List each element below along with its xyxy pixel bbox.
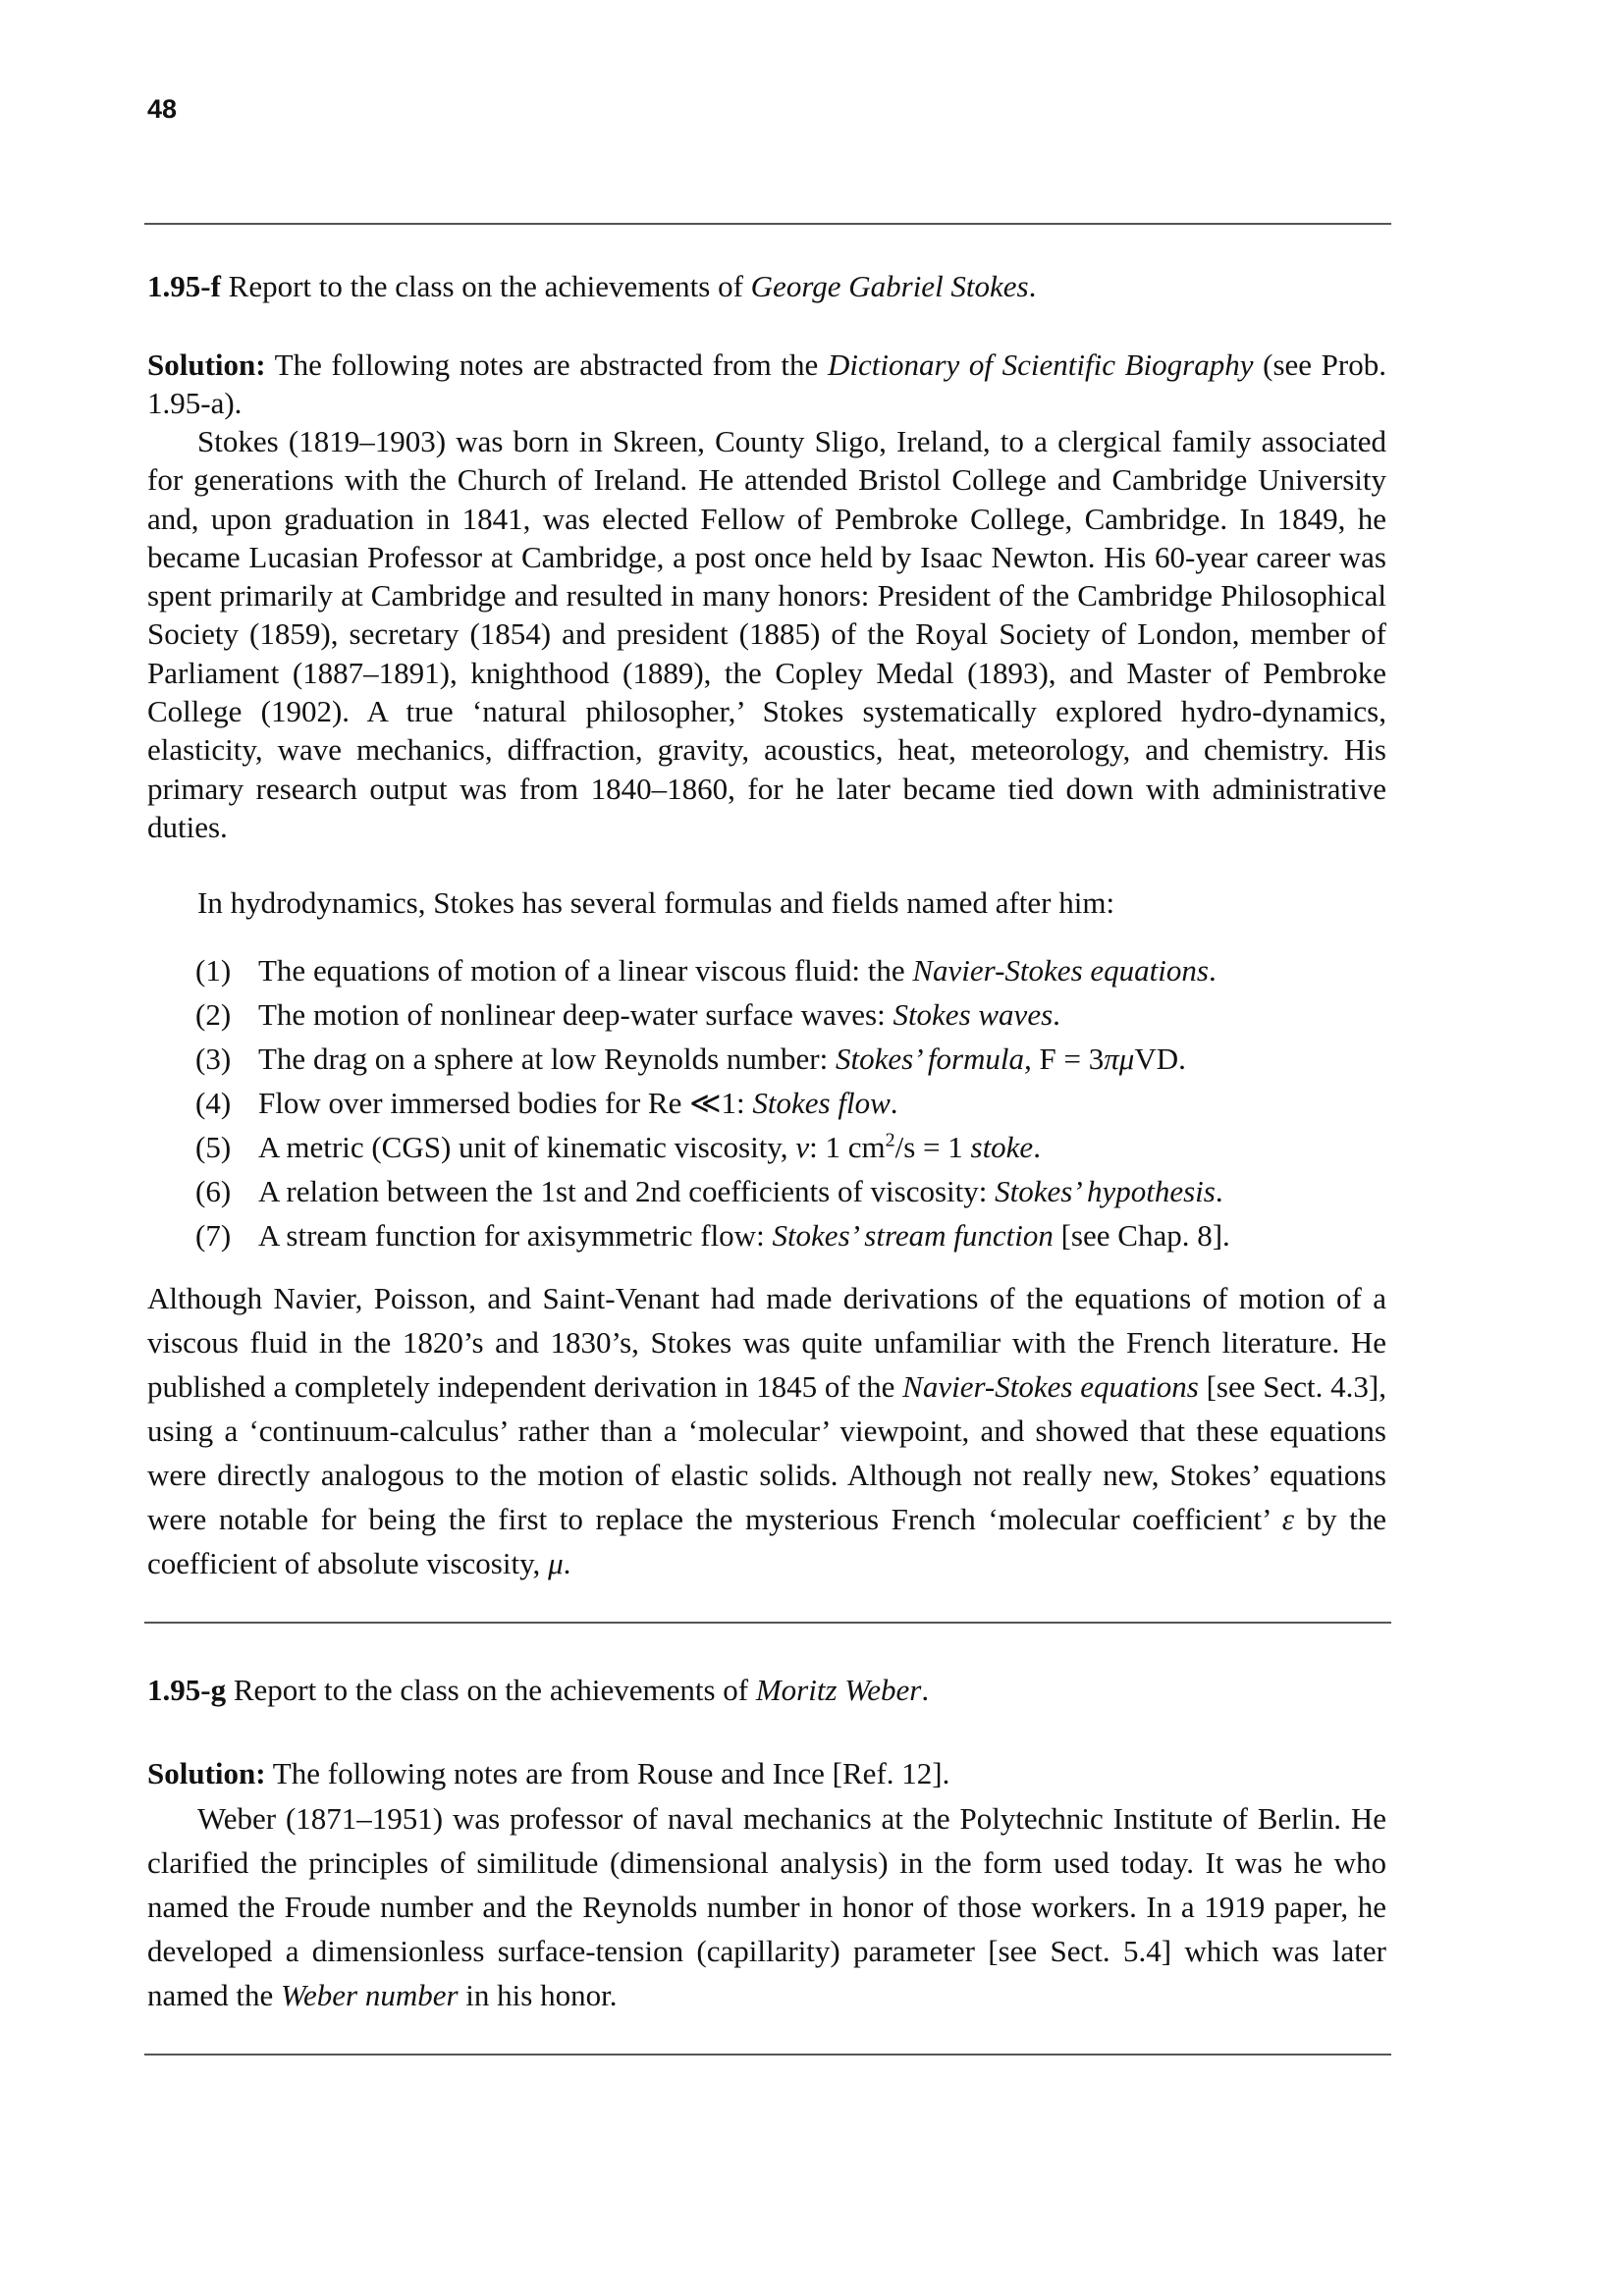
stokes-list — [195, 948, 1403, 1257]
text-run: The equations of motion of a linear viscous fluid: the — [258, 953, 913, 988]
list-text — [258, 1086, 898, 1120]
list-text — [258, 1218, 1230, 1253]
emphasis-text: Stokes’ stream function — [772, 1218, 1054, 1253]
problem-f-paragraph-2 — [147, 883, 1386, 922]
text-run: . — [921, 1673, 930, 1707]
text-run: (see Prob. 1.95-a). — [147, 347, 1386, 421]
text-run: : 1 cm — [809, 1130, 886, 1164]
divider — [144, 2054, 1391, 2056]
emphasis-text: Stokes waves — [893, 997, 1054, 1032]
emphasis-text: ν — [795, 1130, 810, 1164]
text-run: . — [1028, 269, 1037, 303]
text-run: A stream function for axisymmetric flow: — [258, 1218, 773, 1253]
text-run: . — [1053, 997, 1060, 1032]
emphasis-text: Stokes’ hypothesis — [995, 1174, 1216, 1208]
list-text — [258, 1130, 1041, 1164]
label-bold: 1.95-f — [147, 269, 221, 303]
list-item — [195, 992, 1403, 1037]
text-run: by the coefficient of absolute viscosity, — [147, 1502, 1386, 1580]
emphasis-text: Navier-Stokes equations — [902, 1369, 1199, 1404]
text-run: Flow over immersed bodies for Re ≪1: — [258, 1086, 753, 1120]
list-item — [195, 1037, 1403, 1081]
text-run: The following notes are from Rouse and Ince [Ref. 12]. — [265, 1756, 950, 1790]
list-text — [258, 997, 1060, 1032]
text-run: The motion of nonlinear deep-water surface waves: — [258, 997, 893, 1032]
emphasis-text: μ — [548, 1546, 564, 1580]
list-item — [195, 1213, 1403, 1257]
label-bold: 1.95-g — [147, 1673, 227, 1707]
text-run: Stokes (1819–1903) was born in Skreen, County Sligo, Ireland, to a clergical family associated for generations with the Church of Ireland. He attended Bristol College and Cambridge University and, upon graduation in 1841, was elected Fellow of Pembroke College, Cambridge. In 1849, he became Lucasian Professor at Cambridge, a post once held by Isaac Newton. His 60-year career was spent primarily at Cambridge and resulted in many honors: President of the Cambridge Philosophical Society (1859), secretary (1854) and president (1885) of the Royal Society of London, member of Parliament (1887–1891), knighthood (1889), the Copley Medal (1893), and Master of Pembroke College (1902). A true ‘natural philosopher,’ Stokes systematically explored hydro-dynamics, elasticity, wave mechanics, diffraction, gravity, acoustics, heat, meteorology, and chemistry. His primary research output was from 1840–1860, for he later became tied down with administrative duties. — [147, 424, 1386, 844]
text-run: . — [563, 1546, 571, 1580]
list-item — [195, 1081, 1403, 1125]
text-run: [see Sect. 4.3], using a ‘continuum-calculus’ rather than a ‘molecular’ viewpoint, and showed that these equations were directly analogous to the motion of elastic solids. Although not really new, Stokes’ equations were notable for being the first to replace the mysterious French ‘molecular coefficient’ — [147, 1369, 1387, 1536]
list-number: (7) — [195, 1218, 232, 1253]
text-run: in his honor. — [458, 1978, 618, 2012]
text-run: . — [1033, 1130, 1041, 1164]
text-run: Report to the class on the achievements of — [226, 1673, 756, 1707]
list-text — [258, 1041, 1186, 1076]
problem-g-paragraph-1 — [147, 1796, 1386, 2017]
problem-f-paragraph-1 — [147, 422, 1386, 846]
emphasis-text: Stokes’ formula, — [836, 1041, 1032, 1076]
text-run: [see Chap. 8]. — [1053, 1218, 1230, 1253]
text-run: The following notes are abstracted from the — [265, 347, 828, 382]
problem-f-paragraph-3 — [147, 1276, 1386, 1585]
problem-f-solution-intro — [147, 346, 1386, 423]
emphasis-text: Moritz Weber — [755, 1673, 922, 1707]
list-number: (6) — [195, 1174, 232, 1208]
text-run: 2 — [885, 1129, 895, 1151]
emphasis-text: πμ — [1104, 1041, 1135, 1076]
list-number: (4) — [195, 1086, 232, 1120]
text-run: . — [1215, 1174, 1223, 1208]
label-bold: Solution: — [147, 1756, 266, 1790]
emphasis-text: ε — [1281, 1502, 1294, 1536]
page-number: 48 — [147, 94, 178, 124]
emphasis-text: stoke — [970, 1130, 1034, 1164]
problem-f-heading — [147, 267, 1386, 306]
divider — [144, 1622, 1391, 1624]
label-bold: Solution: — [147, 347, 266, 382]
text-run: Weber (1871–1951) was professor of naval mechanics at the Polytechnic Institute of Berlin. He clarified the principles of similitude (dimensional analysis) in the form used today. It was he who named the Froude number and the Reynolds number in honor of those workers. In a 1919 paper, he developed a dimensionless surface-tension (capillarity) parameter [see Sect. 5.4] which was later named the — [147, 1801, 1386, 2012]
text-run: /s = 1 — [894, 1130, 971, 1164]
text-run: A relation between the 1st and 2nd coefficients of viscosity: — [258, 1174, 996, 1208]
text-run: Report to the class on the achievements of — [220, 269, 751, 303]
emphasis-text: Weber number — [281, 1978, 459, 2012]
text-run: . — [1208, 953, 1217, 988]
emphasis-text: Stokes flow — [752, 1086, 891, 1120]
list-number: (1) — [195, 953, 232, 988]
text-run: VD. — [1134, 1041, 1186, 1076]
list-number: (2) — [195, 997, 232, 1032]
text-run: The drag on a sphere at low Reynolds number: — [258, 1041, 836, 1076]
emphasis-text: Dictionary of Scientific Biography — [827, 347, 1254, 382]
emphasis-text: Navier-Stokes equations — [912, 953, 1209, 988]
problem-g-heading — [147, 1671, 1386, 1710]
text-run: In hydrodynamics, Stokes has several formulas and fields named after him: — [197, 885, 1115, 920]
text-run: A metric (CGS) unit of kinematic viscosity, — [258, 1130, 796, 1164]
problem-g-solution-intro — [147, 1754, 1386, 1793]
list-item — [195, 948, 1403, 992]
list-item — [195, 1169, 1403, 1213]
text-run: . — [890, 1086, 898, 1120]
list-text — [258, 1174, 1223, 1208]
divider — [144, 223, 1391, 225]
list-number: (5) — [195, 1130, 232, 1164]
text-run: Although Navier, Poisson, and Saint-Venant had made derivations of the equations of motion of a viscous fluid in the 1820’s and 1830’s, Stokes was quite unfamiliar with the French literature. He published a completely independent derivation in 1845 of the — [147, 1281, 1386, 1404]
list-text — [258, 953, 1217, 988]
text-run: F = 3 — [1031, 1041, 1105, 1076]
list-item — [195, 1125, 1403, 1169]
list-number: (3) — [195, 1041, 232, 1076]
emphasis-text: George Gabriel Stokes — [750, 269, 1029, 303]
